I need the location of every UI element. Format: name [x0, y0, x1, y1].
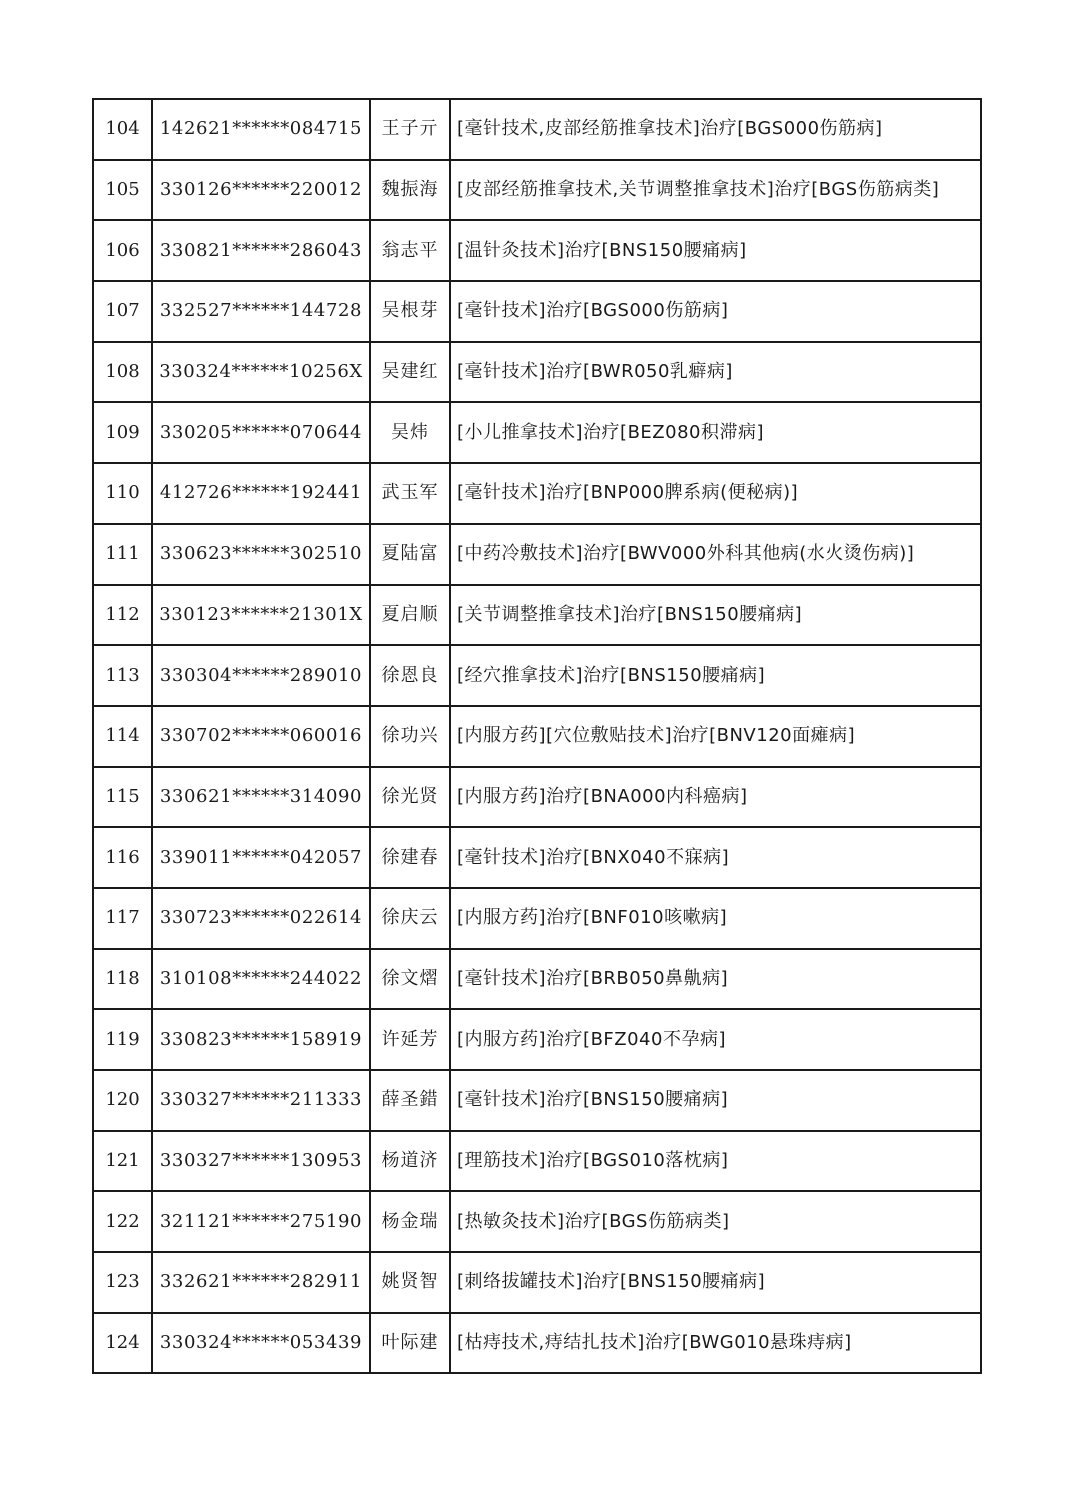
table-body	[93, 99, 981, 1373]
table-row	[93, 463, 981, 524]
id-number-cell: 330126******220012	[152, 160, 370, 221]
row-number-cell: 116	[93, 827, 152, 888]
row-number-cell: 115	[93, 767, 152, 828]
name-cell: 徐功兴	[370, 706, 450, 767]
row-number-cell: 113	[93, 645, 152, 706]
id-number-cell: 332621******282911	[152, 1252, 370, 1313]
treatment-cell: [毫针技术]治疗[BNX040不寐病]	[450, 827, 981, 888]
name-cell: 魏振海	[370, 160, 450, 221]
treatment-cell: [内服方药]治疗[BNA000内科癌病]	[450, 767, 981, 828]
row-number-cell: 104	[93, 99, 152, 160]
treatment-cell: [内服方药][穴位敷贴技术]治疗[BNV120面瘫病]	[450, 706, 981, 767]
name-cell: 夏启顺	[370, 585, 450, 646]
id-number-cell: 330327******211333	[152, 1070, 370, 1131]
row-number-cell: 106	[93, 220, 152, 281]
table-row	[93, 402, 981, 463]
treatment-cell: [枯痔技术,痔结扎技术]治疗[BWG010悬珠痔病]	[450, 1313, 981, 1374]
id-number-cell: 332527******144728	[152, 281, 370, 342]
name-cell: 杨道济	[370, 1131, 450, 1192]
table-row	[93, 281, 981, 342]
table-row	[93, 888, 981, 949]
row-number-cell: 118	[93, 949, 152, 1010]
table-row	[93, 1252, 981, 1313]
id-number-cell: 330821******286043	[152, 220, 370, 281]
treatment-cell: [内服方药]治疗[BFZ040不孕病]	[450, 1009, 981, 1070]
row-number-cell: 123	[93, 1252, 152, 1313]
row-number-cell: 121	[93, 1131, 152, 1192]
treatment-cell: [毫针技术]治疗[BGS000伤筋病]	[450, 281, 981, 342]
treatment-cell: [内服方药]治疗[BNF010咳嗽病]	[450, 888, 981, 949]
table-row	[93, 1070, 981, 1131]
table-row	[93, 827, 981, 888]
row-number-cell: 108	[93, 342, 152, 403]
name-cell: 姚贤智	[370, 1252, 450, 1313]
treatment-cell: [毫针技术]治疗[BWR050乳癖病]	[450, 342, 981, 403]
id-number-cell: 330623******302510	[152, 524, 370, 585]
name-cell: 吴根芽	[370, 281, 450, 342]
row-number-cell: 120	[93, 1070, 152, 1131]
id-number-cell: 310108******244022	[152, 949, 370, 1010]
table-row	[93, 1313, 981, 1374]
table-row	[93, 342, 981, 403]
name-cell: 王子亓	[370, 99, 450, 160]
treatment-cell: [毫针技术]治疗[BNP000脾系病(便秘病)]	[450, 463, 981, 524]
treatment-cell: [温针灸技术]治疗[BNS150腰痛病]	[450, 220, 981, 281]
row-number-cell: 111	[93, 524, 152, 585]
name-cell: 徐光贤	[370, 767, 450, 828]
id-number-cell: 142621******084715	[152, 99, 370, 160]
treatment-cell: [理筋技术]治疗[BGS010落枕病]	[450, 1131, 981, 1192]
table-row	[93, 160, 981, 221]
row-number-cell: 105	[93, 160, 152, 221]
treatment-cell: [皮部经筋推拿技术,关节调整推拿技术]治疗[BGS伤筋病类]	[450, 160, 981, 221]
name-cell: 徐建春	[370, 827, 450, 888]
id-number-cell: 330723******022614	[152, 888, 370, 949]
table-row	[93, 524, 981, 585]
table-row	[93, 220, 981, 281]
treatment-cell: [小儿推拿技术]治疗[BEZ080积滞病]	[450, 402, 981, 463]
id-number-cell: 330324******10256X	[152, 342, 370, 403]
treatment-cell: [刺络拔罐技术]治疗[BNS150腰痛病]	[450, 1252, 981, 1313]
table-row	[93, 949, 981, 1010]
name-cell: 吴炜	[370, 402, 450, 463]
row-number-cell: 122	[93, 1191, 152, 1252]
name-cell: 徐恩良	[370, 645, 450, 706]
name-cell: 武玉军	[370, 463, 450, 524]
id-number-cell: 321121******275190	[152, 1191, 370, 1252]
name-cell: 吴建红	[370, 342, 450, 403]
id-number-cell: 339011******042057	[152, 827, 370, 888]
name-cell: 叶际建	[370, 1313, 450, 1374]
name-cell: 杨金瑞	[370, 1191, 450, 1252]
name-cell: 徐庆云	[370, 888, 450, 949]
certified-practitioners-table	[92, 98, 982, 1374]
table-row	[93, 1009, 981, 1070]
name-cell: 许延芳	[370, 1009, 450, 1070]
id-number-cell: 330702******060016	[152, 706, 370, 767]
table-row	[93, 585, 981, 646]
row-number-cell: 110	[93, 463, 152, 524]
table-row	[93, 99, 981, 160]
treatment-cell: [毫针技术]治疗[BRB050鼻鼽病]	[450, 949, 981, 1010]
name-cell: 翁志平	[370, 220, 450, 281]
id-number-cell: 330304******289010	[152, 645, 370, 706]
row-number-cell: 124	[93, 1313, 152, 1374]
row-number-cell: 112	[93, 585, 152, 646]
table-row	[93, 1131, 981, 1192]
treatment-cell: [热敏灸技术]治疗[BGS伤筋病类]	[450, 1191, 981, 1252]
treatment-cell: [毫针技术]治疗[BNS150腰痛病]	[450, 1070, 981, 1131]
id-number-cell: 330327******130953	[152, 1131, 370, 1192]
row-number-cell: 109	[93, 402, 152, 463]
id-number-cell: 330823******158919	[152, 1009, 370, 1070]
table-row	[93, 767, 981, 828]
row-number-cell: 119	[93, 1009, 152, 1070]
table-row	[93, 1191, 981, 1252]
treatment-cell: [经穴推拿技术]治疗[BNS150腰痛病]	[450, 645, 981, 706]
id-number-cell: 330621******314090	[152, 767, 370, 828]
row-number-cell: 107	[93, 281, 152, 342]
id-number-cell: 330205******070644	[152, 402, 370, 463]
treatment-cell: [中药冷敷技术]治疗[BWV000外科其他病(水火烫伤病)]	[450, 524, 981, 585]
name-cell: 薛圣錯	[370, 1070, 450, 1131]
name-cell: 夏陆富	[370, 524, 450, 585]
name-cell: 徐文熠	[370, 949, 450, 1010]
id-number-cell: 330324******053439	[152, 1313, 370, 1374]
row-number-cell: 117	[93, 888, 152, 949]
table-row	[93, 645, 981, 706]
treatment-cell: [关节调整推拿技术]治疗[BNS150腰痛病]	[450, 585, 981, 646]
table-row	[93, 706, 981, 767]
treatment-cell: [毫针技术,皮部经筋推拿技术]治疗[BGS000伤筋病]	[450, 99, 981, 160]
row-number-cell: 114	[93, 706, 152, 767]
id-number-cell: 330123******21301X	[152, 585, 370, 646]
id-number-cell: 412726******192441	[152, 463, 370, 524]
